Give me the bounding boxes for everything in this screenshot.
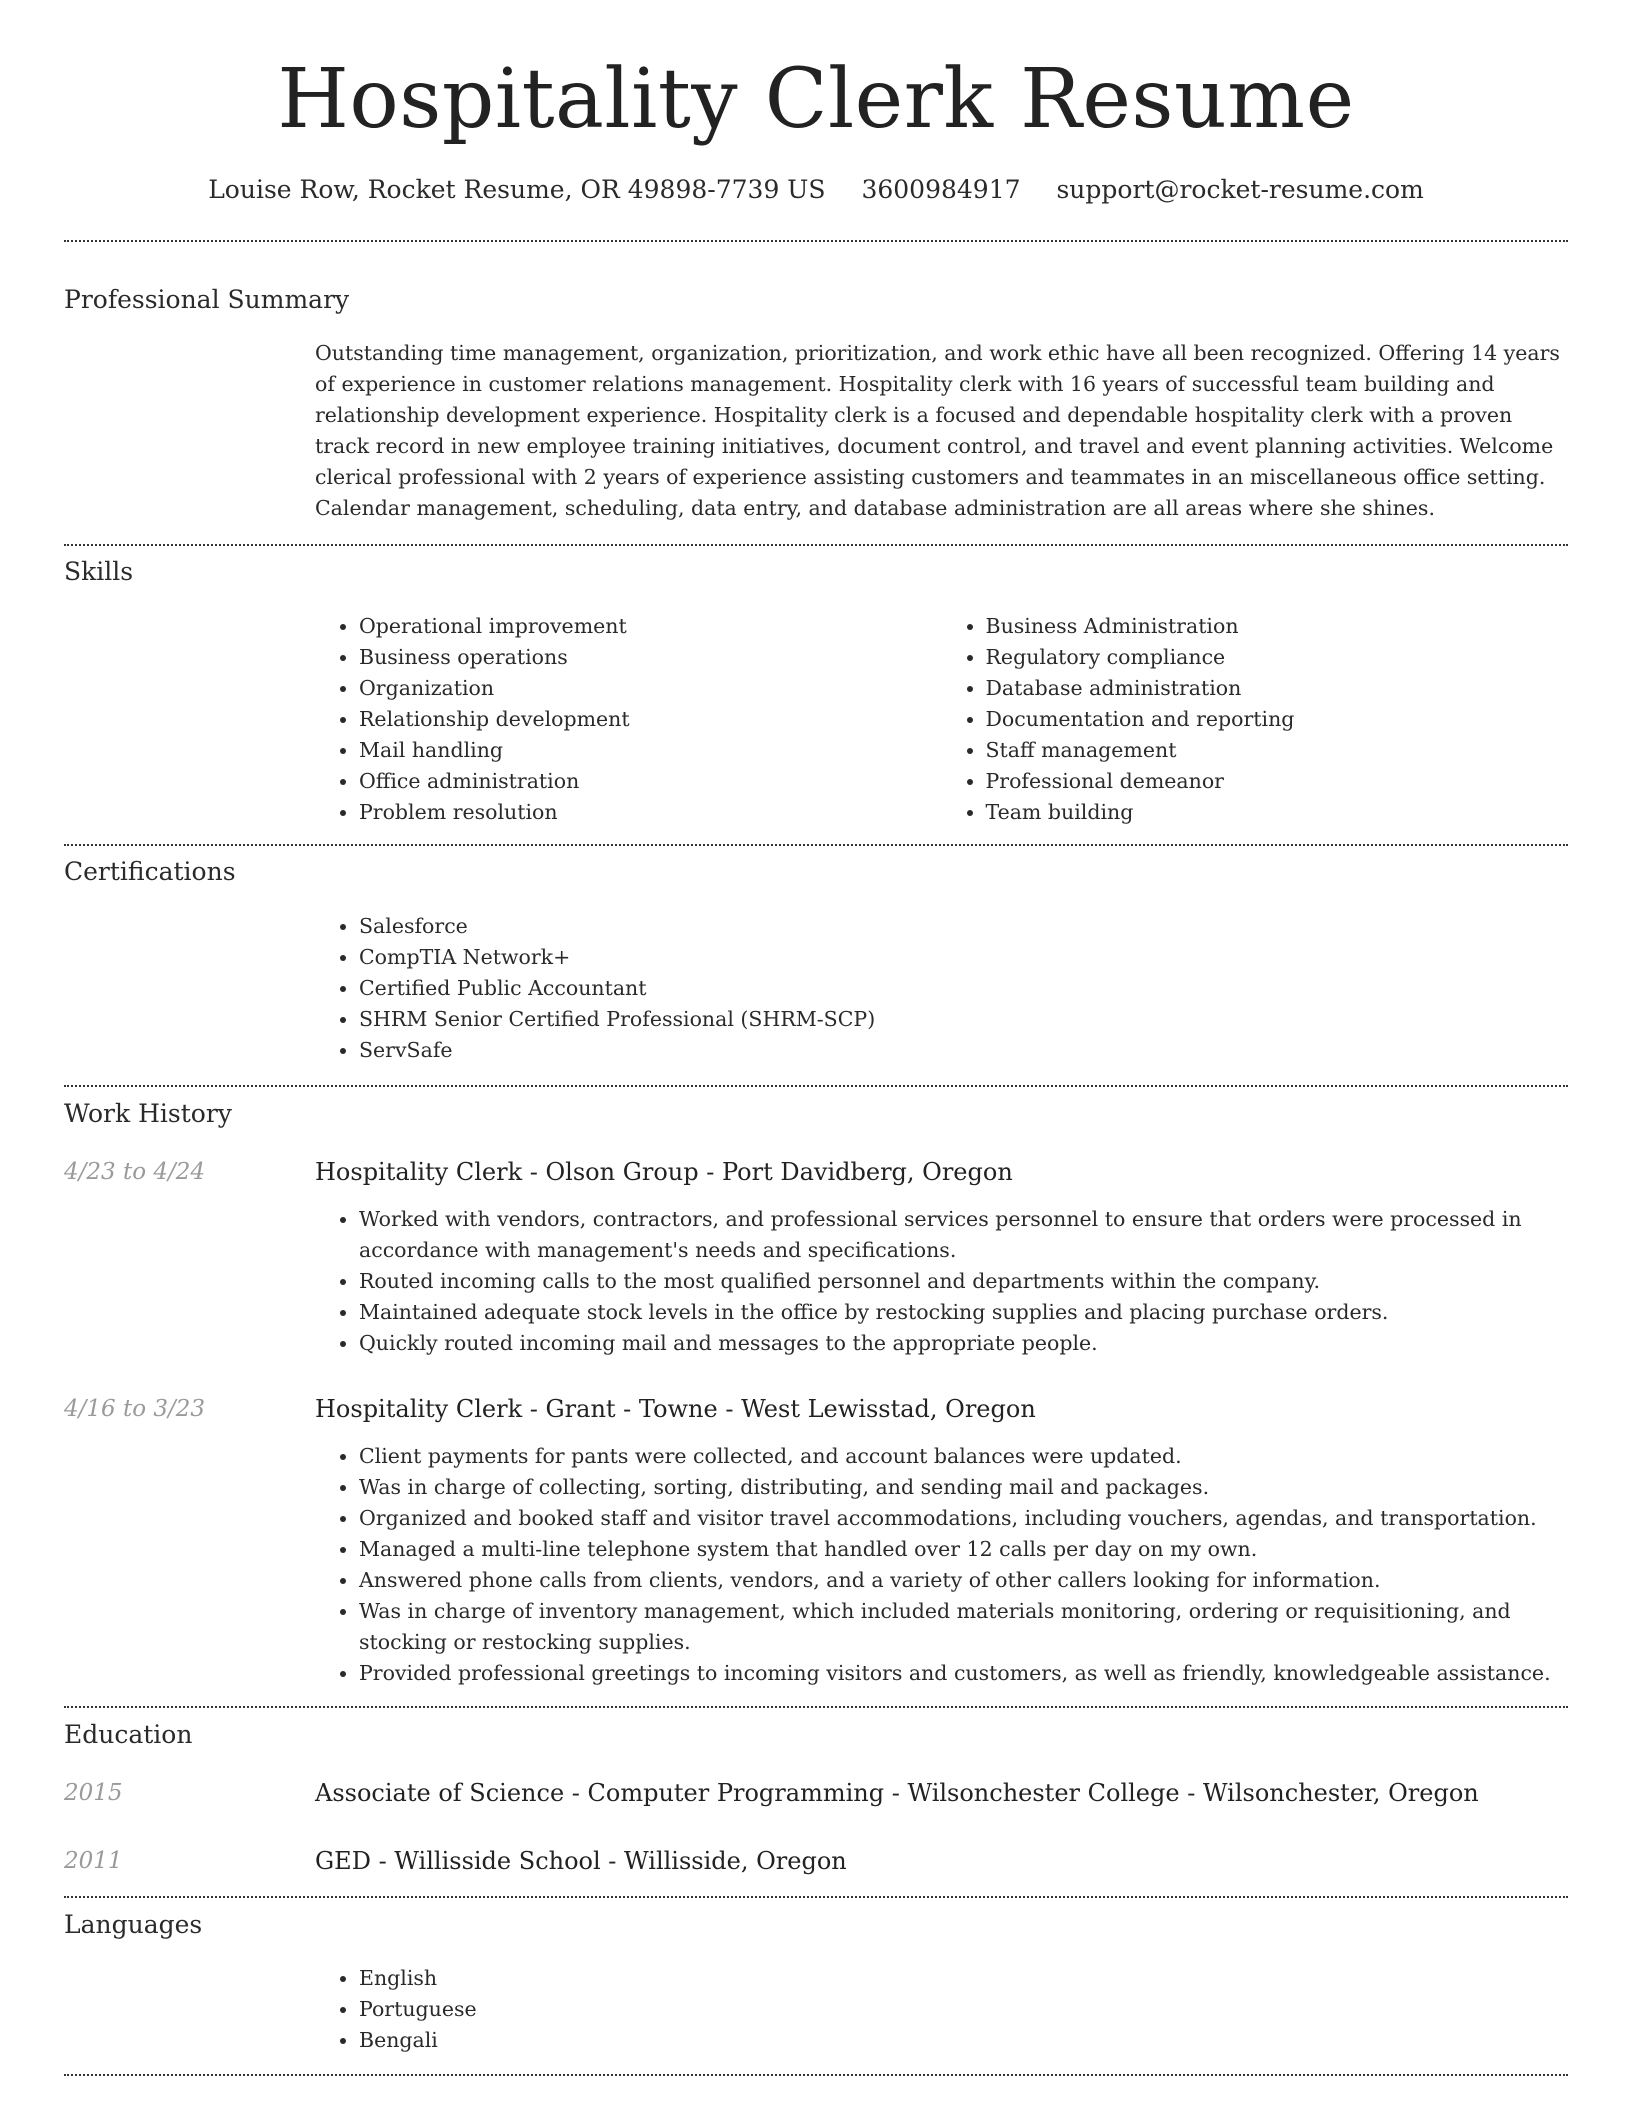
list-item: • Was in charge of collecting, sorting, distributing, and sending mail and packages. — [359, 1472, 1568, 1503]
list-item: • Business operations — [359, 642, 942, 673]
list-item: • Certified Public Accountant — [359, 973, 1568, 1004]
contact-address: Louise Row, Rocket Resume, OR 49898-7739 US — [208, 175, 826, 204]
job-title: Hospitality Clerk - Olson Group - Port Davidberg, Oregon — [315, 1158, 1013, 1186]
list-item: • Bengali — [359, 2025, 1568, 2056]
list-item: • Answered phone calls from clients, vendors, and a variety of other callers looking for information. — [359, 1565, 1568, 1596]
list-item: • Professional demeanor — [986, 766, 1569, 797]
job-title: Hospitality Clerk - Grant - Towne - West Lewisstad, Oregon — [315, 1395, 1036, 1423]
languages-list — [315, 1963, 1568, 2056]
section-heading: Certifications — [64, 857, 236, 886]
list-item: • Provided professional greetings to incoming visitors and customers, as well as friendly, knowledgeable assistance. — [359, 1658, 1568, 1689]
list-item: • Team building — [986, 797, 1569, 828]
section-heading: Work History — [64, 1099, 232, 1128]
divider — [64, 1706, 1568, 1708]
certifications-list — [315, 911, 1568, 1066]
summary-body — [315, 338, 1568, 524]
contact-phone: 3600984917 — [861, 175, 1021, 204]
skills-section — [64, 555, 1568, 824]
job-dates: 4/23 to 4/24 — [64, 1159, 206, 1185]
section-heading: Languages — [64, 1910, 203, 1939]
list-item: • Regulatory compliance — [986, 642, 1569, 673]
list-item: • Maintained adequate stock levels in the office by restocking supplies and placing purchase orders. — [359, 1297, 1568, 1328]
list-item: • Relationship development — [359, 704, 942, 735]
languages-body — [315, 1963, 1568, 2056]
list-item: • Operational improvement — [359, 611, 942, 642]
list-item: • SHRM Senior Certified Professional (SHRM-SCP) — [359, 1004, 1568, 1035]
list-item: • Was in charge of inventory management, which included materials monitoring, ordering or requisitioning, and stocking or restocking supplies. — [359, 1596, 1568, 1658]
list-item: • Organization — [359, 673, 942, 704]
education-title: GED - Willisside School - Willisside, Oregon — [315, 1847, 847, 1875]
list-item: • Documentation and reporting — [986, 704, 1569, 735]
list-item: • Worked with vendors, contractors, and professional services personnel to ensure that orders were processed in accordance with management's needs and specifications. — [359, 1204, 1568, 1266]
list-item: • Portuguese — [359, 1994, 1568, 2025]
resume-title: Hospitality Clerk Resume — [277, 52, 1355, 147]
list-item: • Managed a multi-line telephone system that handled over 12 calls per day on my own. — [359, 1534, 1568, 1565]
certifications-section — [64, 855, 1568, 1062]
divider — [64, 1085, 1568, 1087]
skills-list-right — [942, 611, 1569, 828]
list-item: • Organized and booked staff and visitor travel accommodations, including vouchers, agendas, and transportation. — [359, 1503, 1568, 1534]
divider — [64, 844, 1568, 846]
job-duties — [315, 1204, 1568, 1359]
job-duties — [315, 1441, 1568, 1689]
section-heading: Skills — [64, 557, 134, 586]
divider — [64, 1896, 1568, 1898]
education-title: Associate of Science - Computer Programming - Wilsonchester College - Wilsonchester, Oregon — [315, 1779, 1479, 1807]
job-dates: 4/16 to 3/23 — [64, 1396, 206, 1422]
list-item: • Client payments for pants were collected, and account balances were updated. — [359, 1441, 1568, 1472]
list-item: • Staff management — [986, 735, 1569, 766]
summary-text: Outstanding time management, organization, prioritization, and work ethic have all been recognized. Offering 14 years of experience in customer relations management. Hospitality clerk with 16 years of successful team building and relationship development experience. Hospitality clerk is a focused and dependable hospitality clerk with a proven track record in new employee training initiatives, document control, and travel and event planning activities. Welcome clerical professional with 2 years of experience assisting customers and teammates in an miscellaneous office setting. Calendar management, scheduling, data entry, and database administration are all areas where she shines. — [315, 341, 1560, 520]
list-item: • Office administration — [359, 766, 942, 797]
certifications-body — [315, 911, 1568, 1066]
divider — [64, 544, 1568, 546]
list-item: • Routed incoming calls to the most qualified personnel and departments within the company. — [359, 1266, 1568, 1297]
list-item: • Business Administration — [986, 611, 1569, 642]
list-item: • Mail handling — [359, 735, 942, 766]
list-item: • Problem resolution — [359, 797, 942, 828]
summary-section — [64, 283, 1568, 520]
skills-columns — [315, 611, 1568, 828]
divider — [64, 2074, 1568, 2076]
section-heading: Education — [64, 1720, 193, 1749]
duties-list — [315, 1204, 1568, 1359]
duties-list — [315, 1441, 1568, 1689]
list-item: • CompTIA Network+ — [359, 942, 1568, 973]
list-item: • Salesforce — [359, 911, 1568, 942]
contact-email: support@rocket-resume.com — [1056, 175, 1424, 204]
list-item: • Quickly routed incoming mail and messages to the appropriate people. — [359, 1328, 1568, 1359]
education-year: 2015 — [64, 1780, 123, 1806]
section-heading: Professional Summary — [64, 285, 350, 314]
work-section — [64, 1097, 1568, 1685]
list-item: • English — [359, 1963, 1568, 1994]
list-item: • Database administration — [986, 673, 1569, 704]
education-section — [64, 1718, 1568, 1875]
skills-list-left — [315, 611, 942, 828]
divider — [64, 240, 1568, 242]
languages-section — [64, 1908, 1568, 2052]
education-year: 2011 — [64, 1848, 123, 1874]
list-item: • ServSafe — [359, 1035, 1568, 1066]
contact-line — [0, 170, 1632, 210]
